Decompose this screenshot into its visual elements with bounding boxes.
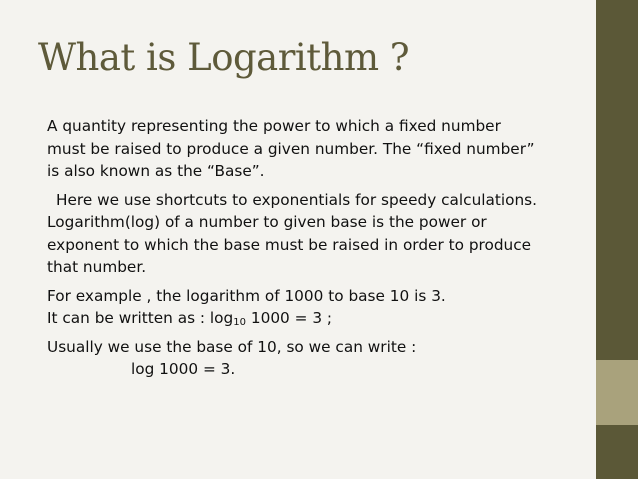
slide-body bbox=[47, 115, 577, 381]
text-line: exponent to which the base must be raised in order to produce bbox=[47, 235, 532, 254]
paragraph-example bbox=[47, 285, 577, 330]
formula-prefix: It can be written as : log bbox=[47, 309, 234, 327]
formula-line: log 1000 = 3. bbox=[131, 360, 236, 378]
text-line: For example , the logarithm of 1000 to base 10 is 3. bbox=[47, 286, 446, 305]
text-line: must be raised to produce a given number. The “fixed number” bbox=[47, 139, 535, 158]
side-bar-top-block bbox=[596, 0, 638, 360]
text-line: is also known as the “Base”. bbox=[47, 162, 265, 180]
log-base-subscript: 10 bbox=[233, 317, 246, 328]
paragraph-explanation bbox=[47, 189, 577, 279]
decorative-side-bar bbox=[596, 0, 638, 479]
paragraph-definition bbox=[47, 115, 577, 183]
text-line: Usually we use the base of 10, so we can write : bbox=[47, 337, 417, 356]
text-line: A quantity representing the power to which a fixed number bbox=[47, 117, 501, 135]
paragraph-usage bbox=[47, 336, 577, 381]
side-bar-accent-block bbox=[596, 360, 638, 425]
text-line: Logarithm(log) of a number to given base is the power or bbox=[47, 213, 487, 231]
formula-line bbox=[47, 309, 332, 327]
side-bar-bottom-block bbox=[596, 425, 638, 479]
formula-suffix: 1000 = 3 ; bbox=[246, 309, 333, 327]
slide-title: What is Logarithm ? bbox=[38, 36, 410, 79]
text-line: Here we use shortcuts to exponentials for speedy calculations. bbox=[56, 190, 538, 209]
text-line: that number. bbox=[47, 258, 147, 276]
